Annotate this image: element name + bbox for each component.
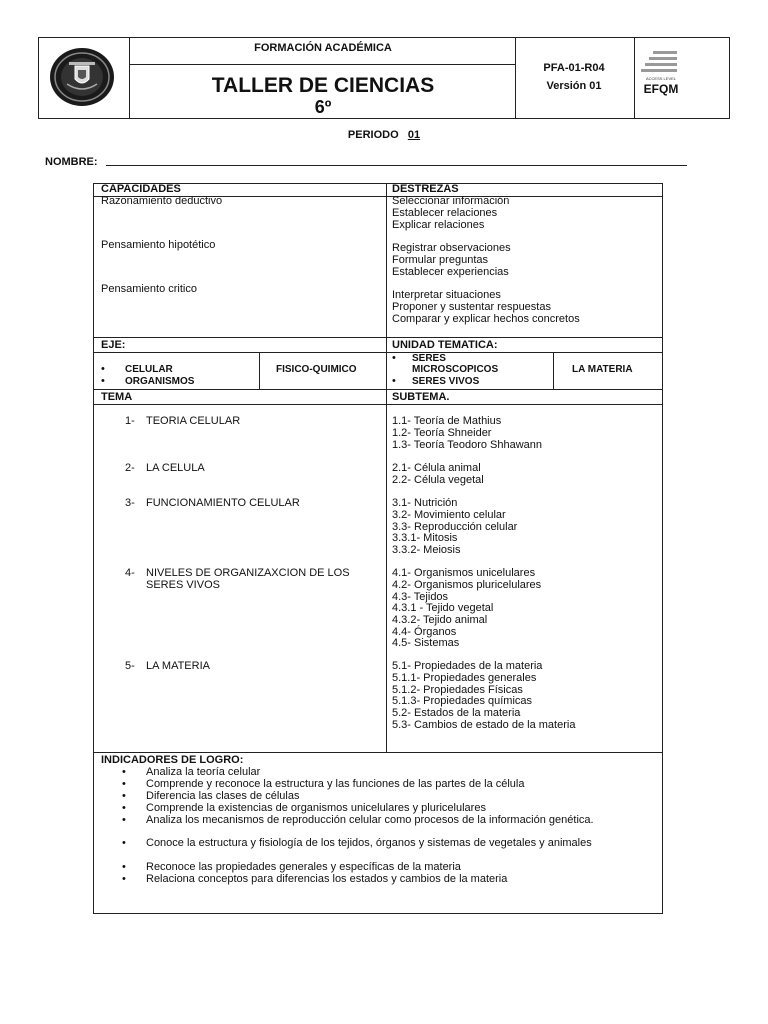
unidad-category: LA MATERIA — [572, 364, 633, 375]
indicador-item: Relaciona conceptos para diferencias los estados y cambios de la materia — [146, 873, 508, 885]
tema-number: 3- — [125, 497, 135, 509]
subtema-item: 1.1- Teoría de Mathius — [392, 415, 502, 427]
subtema-item: 4.2- Organismos pluricelulares — [392, 579, 542, 591]
subtema-item: 4.1- Organismos unicelulares — [392, 567, 536, 579]
eje-category: FISICO-QUIMICO — [276, 364, 357, 375]
tema-number: 5- — [125, 660, 135, 672]
tema-item: NIVELES DE ORGANIZAXCION DE LOS — [146, 567, 350, 579]
eje-item: ORGANISMOS — [125, 376, 195, 387]
unidad-item: SERES VIVOS — [412, 376, 480, 387]
tema-item: SERES VIVOS — [146, 579, 220, 591]
indicador-item: Analiza la teoría celular — [146, 766, 261, 778]
bullet: • — [122, 814, 126, 826]
bullet: • — [122, 802, 126, 814]
subtema-item: 4.3.2- Tejido animal — [392, 614, 488, 626]
destreza-item: Establecer experiencias — [392, 266, 509, 278]
main-table — [93, 183, 663, 914]
subtema-item: 5.1.2- Propiedades Físicas — [392, 684, 523, 696]
subtema-item: 4.4- Órganos — [392, 626, 457, 638]
subtema-item: 5.2- Estados de la materia — [392, 707, 521, 719]
bullet: • — [122, 790, 126, 802]
bullet: • — [101, 375, 105, 387]
unidad-item: MICROSCOPICOS — [412, 364, 499, 375]
eje-header: EJE: — [101, 339, 126, 351]
indicador-item: Comprende y reconoce la estructura y las funciones de las partes de la célula — [146, 778, 525, 790]
destreza-item: Seleccionar información — [392, 195, 510, 207]
subtema-item: 3.1- Nutrición — [392, 497, 458, 509]
nombre-field[interactable] — [106, 165, 687, 166]
efqm-text: EFQM — [643, 82, 679, 96]
header-subtitle: FORMACIÓN ACADÉMICA — [254, 42, 392, 54]
eje-item: CELULAR — [125, 364, 173, 375]
destreza-item: Formular preguntas — [392, 254, 488, 266]
tema-item: TEORIA CELULAR — [146, 415, 241, 427]
unidad-item: SERES — [412, 353, 446, 364]
destreza-item: Explicar relaciones — [392, 219, 485, 231]
destreza-item: Proponer y sustentar respuestas — [392, 301, 551, 313]
document-code: PFA-01-R04 — [543, 62, 605, 74]
subtema-item: 1.3- Teoría Teodoro Shhawann — [392, 439, 543, 451]
bullet: • — [122, 861, 126, 873]
subtema-item: 4.3.1 - Tejido vegetal — [392, 602, 494, 614]
bullet: • — [101, 363, 105, 375]
indicadores-header: INDICADORES DE LOGRO: — [101, 754, 244, 766]
capacidad-item: Razonamiento deductivo — [101, 195, 223, 207]
bullet: • — [122, 778, 126, 790]
tema-number: 1- — [125, 415, 135, 427]
destreza-item: Comparar y explicar hechos concretos — [392, 313, 580, 325]
subtema-item: 5.1.3- Propiedades químicas — [392, 695, 533, 707]
tema-number: 2- — [125, 462, 135, 474]
subtema-item: 5.1.1- Propiedades generales — [392, 672, 537, 684]
subtema-item: 2.2- Célula vegetal — [392, 474, 484, 486]
indicador-item: Comprende la existencias de organismos unicelulares y pluricelulares — [146, 802, 486, 814]
subtema-item: 3.2- Movimiento celular — [392, 509, 506, 521]
destreza-item: Establecer relaciones — [392, 207, 498, 219]
periodo-label: PERIODO — [347, 129, 399, 141]
subtema-item: 4.3- Tejidos — [392, 591, 449, 603]
tema-header: TEMA — [101, 391, 133, 403]
document-version: Versión 01 — [546, 80, 602, 92]
header-title: TALLER DE CIENCIAS — [211, 74, 435, 97]
periodo — [0, 129, 768, 141]
subtema-item: 1.2- Teoría Shneider — [392, 427, 492, 439]
tema-item: LA MATERIA — [146, 660, 210, 672]
periodo-value: 01 — [407, 129, 421, 141]
subtema-item: 3.3- Reproducción celular — [392, 521, 518, 533]
bullet: • — [392, 375, 396, 387]
indicador-item: Conoce la estructura y fisiología de los tejidos, órganos y sistemas de vegetales y animales — [146, 837, 592, 849]
capacidad-item: Pensamiento hipotético — [101, 239, 216, 251]
subtema-header: SUBTEMA. — [392, 391, 450, 403]
tema-item: LA CELULA — [146, 462, 205, 474]
subtema-item: 5.1- Propiedades de la materia — [392, 660, 543, 672]
unidad-header: UNIDAD TEMATICA: — [392, 339, 498, 351]
bullet: • — [122, 766, 126, 778]
header-grade: 6º — [314, 97, 332, 117]
tema-number: 4- — [125, 567, 135, 579]
subtema-item: 3.3.2- Meiosis — [392, 544, 461, 556]
indicador-item: Analiza los mecanismos de reproducción celular como procesos de la información genética. — [146, 814, 594, 826]
indicador-item: Diferencia las clases de células — [146, 790, 300, 802]
destrezas-header: DESTREZAS — [392, 183, 459, 195]
seal-logo — [47, 46, 117, 108]
bullet: • — [122, 837, 126, 849]
efqm-small-text: ACCESS LEVEL — [645, 76, 677, 81]
bullet: • — [122, 873, 126, 885]
destreza-item: Registrar observaciones — [392, 242, 511, 254]
tema-item: FUNCIONAMIENTO CELULAR — [146, 497, 300, 509]
destreza-item: Interpretar situaciones — [392, 289, 501, 301]
capacidad-item: Pensamiento critico — [101, 283, 197, 295]
subtema-item: 2.1- Célula animal — [392, 462, 481, 474]
capacidades-header: CAPACIDADES — [101, 183, 181, 195]
bullet: • — [392, 352, 396, 364]
subtema-item: 5.3- Cambios de estado de la materia — [392, 719, 576, 731]
nombre-label: NOMBRE: — [45, 156, 98, 168]
efqm-logo — [639, 48, 683, 102]
indicador-item: Reconoce las propiedades generales y específicas de la materia — [146, 861, 461, 873]
subtema-item: 3.3.1- Mitosis — [392, 532, 458, 544]
subtema-item: 4.5- Sistemas — [392, 637, 460, 649]
